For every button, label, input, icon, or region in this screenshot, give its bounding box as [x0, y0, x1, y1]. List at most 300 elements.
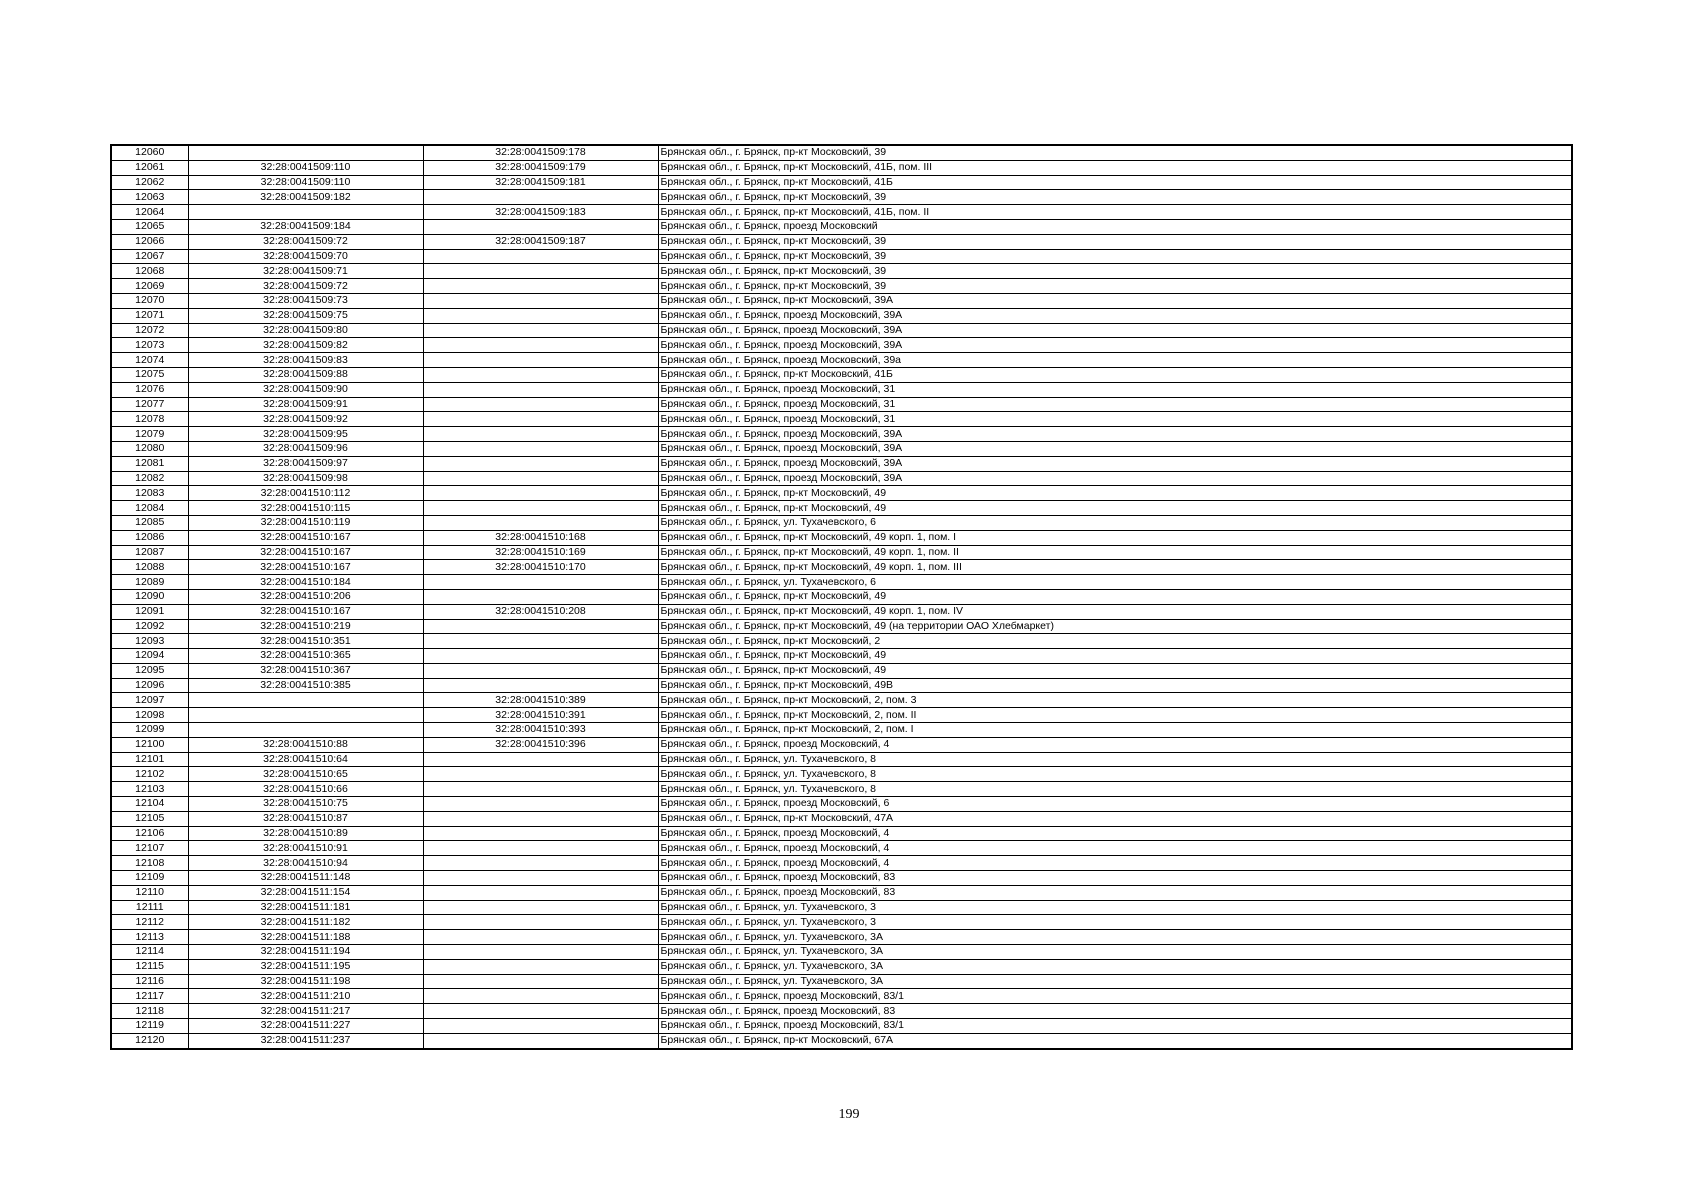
- row-number-cell: 12111: [111, 900, 188, 915]
- cadastral-number-cell: 32:28:0041509:73: [188, 293, 423, 308]
- address-cell: Брянская обл., г. Брянск, пр-кт Московский, 49 (на территории ОАО Хлебмаркет): [658, 619, 1572, 634]
- cadastral-number-cell: 32:28:0041510:88: [188, 737, 423, 752]
- table-row: [111, 367, 1572, 382]
- row-number-cell: 12080: [111, 441, 188, 456]
- row-number-cell: 12073: [111, 338, 188, 353]
- table-row: [111, 412, 1572, 427]
- cadastral-number-cell: [188, 708, 423, 723]
- row-number-cell: 12101: [111, 752, 188, 767]
- cadastral-number-cell: 32:28:0041510:385: [188, 678, 423, 693]
- object-cadastral-number-cell: [423, 589, 658, 604]
- object-cadastral-number-cell: 32:28:0041510:170: [423, 560, 658, 575]
- object-cadastral-number-cell: [423, 1004, 658, 1019]
- row-number-cell: 12070: [111, 293, 188, 308]
- object-cadastral-number-cell: [423, 826, 658, 841]
- row-number-cell: 12093: [111, 634, 188, 649]
- row-number-cell: 12082: [111, 471, 188, 486]
- address-cell: Брянская обл., г. Брянск, проезд Московский, 83: [658, 885, 1572, 900]
- object-cadastral-number-cell: [423, 900, 658, 915]
- cadastral-number-cell: [188, 723, 423, 738]
- object-cadastral-number-cell: [423, 427, 658, 442]
- address-cell: Брянская обл., г. Брянск, проезд Московский, 39А: [658, 308, 1572, 323]
- row-number-cell: 12084: [111, 501, 188, 516]
- cadastral-number-cell: 32:28:0041511:181: [188, 900, 423, 915]
- row-number-cell: 12100: [111, 737, 188, 752]
- table-row: [111, 145, 1572, 160]
- object-cadastral-number-cell: 32:28:0041510:391: [423, 708, 658, 723]
- cadastral-number-cell: [188, 205, 423, 220]
- row-number-cell: 12090: [111, 589, 188, 604]
- cadastral-number-cell: 32:28:0041509:70: [188, 249, 423, 264]
- table-row: [111, 338, 1572, 353]
- row-number-cell: 12113: [111, 930, 188, 945]
- row-number-cell: 12066: [111, 234, 188, 249]
- row-number-cell: 12086: [111, 530, 188, 545]
- address-cell: Брянская обл., г. Брянск, пр-кт Московский, 49 корп. 1, пом. III: [658, 560, 1572, 575]
- address-cell: Брянская обл., г. Брянск, проезд Московский, 39А: [658, 456, 1572, 471]
- cadastral-number-cell: 32:28:0041510:184: [188, 575, 423, 590]
- cadastral-number-cell: 32:28:0041510:64: [188, 752, 423, 767]
- object-cadastral-number-cell: [423, 841, 658, 856]
- object-cadastral-number-cell: [423, 930, 658, 945]
- object-cadastral-number-cell: 32:28:0041510:208: [423, 604, 658, 619]
- address-cell: Брянская обл., г. Брянск, проезд Московский, 4: [658, 737, 1572, 752]
- row-number-cell: 12096: [111, 678, 188, 693]
- row-number-cell: 12064: [111, 205, 188, 220]
- table-row: [111, 1033, 1572, 1048]
- table-row: [111, 930, 1572, 945]
- address-cell: Брянская обл., г. Брянск, пр-кт Московский, 39А: [658, 293, 1572, 308]
- object-cadastral-number-cell: [423, 308, 658, 323]
- address-cell: Брянская обл., г. Брянск, пр-кт Московский, 2: [658, 634, 1572, 649]
- address-cell: Брянская обл., г. Брянск, ул. Тухачевского, 3А: [658, 959, 1572, 974]
- row-number-cell: 12071: [111, 308, 188, 323]
- row-number-cell: 12112: [111, 915, 188, 930]
- row-number-cell: 12095: [111, 663, 188, 678]
- table-row: [111, 767, 1572, 782]
- address-cell: Брянская обл., г. Брянск, пр-кт Московский, 39: [658, 234, 1572, 249]
- cadastral-number-cell: 32:28:0041511:198: [188, 974, 423, 989]
- row-number-cell: 12110: [111, 885, 188, 900]
- object-cadastral-number-cell: 32:28:0041509:181: [423, 175, 658, 190]
- cadastral-number-cell: 32:28:0041509:75: [188, 308, 423, 323]
- cadastral-number-cell: 32:28:0041509:71: [188, 264, 423, 279]
- address-cell: Брянская обл., г. Брянск, пр-кт Московский, 67А: [658, 1033, 1572, 1048]
- cadastral-number-cell: 32:28:0041511:217: [188, 1004, 423, 1019]
- address-cell: Брянская обл., г. Брянск, пр-кт Московский, 49 корп. 1, пом. IV: [658, 604, 1572, 619]
- table-body: [111, 145, 1572, 1049]
- cadastral-number-cell: 32:28:0041511:227: [188, 1019, 423, 1034]
- row-number-cell: 12108: [111, 856, 188, 871]
- address-cell: Брянская обл., г. Брянск, проезд Московский, 39А: [658, 471, 1572, 486]
- cadastral-number-cell: 32:28:0041510:365: [188, 649, 423, 664]
- object-cadastral-number-cell: [423, 412, 658, 427]
- cadastral-number-cell: 32:28:0041509:80: [188, 323, 423, 338]
- object-cadastral-number-cell: [423, 649, 658, 664]
- object-cadastral-number-cell: [423, 353, 658, 368]
- row-number-cell: 12067: [111, 249, 188, 264]
- object-cadastral-number-cell: 32:28:0041510:396: [423, 737, 658, 752]
- table-row: [111, 841, 1572, 856]
- cadastral-number-cell: 32:28:0041509:184: [188, 219, 423, 234]
- table-row: [111, 308, 1572, 323]
- row-number-cell: 12083: [111, 486, 188, 501]
- table-row: [111, 545, 1572, 560]
- cadastral-number-cell: 32:28:0041509:92: [188, 412, 423, 427]
- object-cadastral-number-cell: [423, 323, 658, 338]
- cadastral-number-cell: 32:28:0041509:83: [188, 353, 423, 368]
- row-number-cell: 12063: [111, 190, 188, 205]
- table-row: [111, 1004, 1572, 1019]
- address-cell: Брянская обл., г. Брянск, пр-кт Московский, 39: [658, 279, 1572, 294]
- page-number: 199: [838, 1107, 860, 1122]
- cadastral-number-cell: 32:28:0041511:210: [188, 989, 423, 1004]
- cadastral-number-cell: 32:28:0041509:110: [188, 160, 423, 175]
- address-cell: Брянская обл., г. Брянск, проезд Московский, 83/1: [658, 989, 1572, 1004]
- address-cell: Брянская обл., г. Брянск, пр-кт Московский, 49: [658, 589, 1572, 604]
- address-cell: Брянская обл., г. Брянск, ул. Тухачевского, 8: [658, 782, 1572, 797]
- object-cadastral-number-cell: 32:28:0041509:179: [423, 160, 658, 175]
- row-number-cell: 12062: [111, 175, 188, 190]
- cadastral-number-cell: 32:28:0041509:88: [188, 367, 423, 382]
- table-row: [111, 1019, 1572, 1034]
- row-number-cell: 12076: [111, 382, 188, 397]
- cadastral-number-cell: 32:28:0041510:351: [188, 634, 423, 649]
- table-row: [111, 589, 1572, 604]
- table-row: [111, 708, 1572, 723]
- row-number-cell: 12074: [111, 353, 188, 368]
- row-number-cell: 12060: [111, 145, 188, 160]
- cadastral-number-cell: 32:28:0041509:72: [188, 279, 423, 294]
- table-row: [111, 974, 1572, 989]
- address-cell: Брянская обл., г. Брянск, проезд Московский, 39а: [658, 353, 1572, 368]
- object-cadastral-number-cell: [423, 856, 658, 871]
- address-cell: Брянская обл., г. Брянск, проезд Московский, 39А: [658, 338, 1572, 353]
- object-cadastral-number-cell: [423, 515, 658, 530]
- address-cell: Брянская обл., г. Брянск, пр-кт Московский, 41Б: [658, 367, 1572, 382]
- cadastral-number-cell: 32:28:0041509:91: [188, 397, 423, 412]
- cadastral-number-cell: 32:28:0041511:188: [188, 930, 423, 945]
- table-row: [111, 723, 1572, 738]
- row-number-cell: 12085: [111, 515, 188, 530]
- address-cell: Брянская обл., г. Брянск, пр-кт Московский, 49: [658, 649, 1572, 664]
- address-cell: Брянская обл., г. Брянск, пр-кт Московский, 49: [658, 663, 1572, 678]
- row-number-cell: 12069: [111, 279, 188, 294]
- table-row: [111, 604, 1572, 619]
- table-row: [111, 693, 1572, 708]
- row-number-cell: 12079: [111, 427, 188, 442]
- table-row: [111, 323, 1572, 338]
- row-number-cell: 12088: [111, 560, 188, 575]
- address-cell: Брянская обл., г. Брянск, пр-кт Московский, 2, пом. I: [658, 723, 1572, 738]
- object-cadastral-number-cell: [423, 959, 658, 974]
- table-row: [111, 915, 1572, 930]
- row-number-cell: 12087: [111, 545, 188, 560]
- object-cadastral-number-cell: [423, 190, 658, 205]
- object-cadastral-number-cell: [423, 678, 658, 693]
- object-cadastral-number-cell: [423, 486, 658, 501]
- object-cadastral-number-cell: [423, 279, 658, 294]
- table-row: [111, 871, 1572, 886]
- table-row: [111, 649, 1572, 664]
- row-number-cell: 12091: [111, 604, 188, 619]
- object-cadastral-number-cell: [423, 575, 658, 590]
- object-cadastral-number-cell: 32:28:0041509:178: [423, 145, 658, 160]
- address-cell: Брянская обл., г. Брянск, пр-кт Московский, 39: [658, 249, 1572, 264]
- address-cell: Брянская обл., г. Брянск, пр-кт Московский, 39: [658, 264, 1572, 279]
- cadastral-number-cell: 32:28:0041510:75: [188, 797, 423, 812]
- object-cadastral-number-cell: [423, 634, 658, 649]
- object-cadastral-number-cell: [423, 797, 658, 812]
- object-cadastral-number-cell: [423, 1019, 658, 1034]
- table-row: [111, 441, 1572, 456]
- cadastral-number-cell: 32:28:0041510:89: [188, 826, 423, 841]
- row-number-cell: 12118: [111, 1004, 188, 1019]
- row-number-cell: 12099: [111, 723, 188, 738]
- row-number-cell: 12092: [111, 619, 188, 634]
- address-cell: Брянская обл., г. Брянск, ул. Тухачевского, 8: [658, 752, 1572, 767]
- object-cadastral-number-cell: [423, 264, 658, 279]
- row-number-cell: 12119: [111, 1019, 188, 1034]
- row-number-cell: 12117: [111, 989, 188, 1004]
- address-cell: Брянская обл., г. Брянск, пр-кт Московский, 49 корп. 1, пом. II: [658, 545, 1572, 560]
- address-cell: Брянская обл., г. Брянск, пр-кт Московский, 2, пом. 3: [658, 693, 1572, 708]
- address-cell: Брянская обл., г. Брянск, ул. Тухачевского, 3А: [658, 930, 1572, 945]
- cadastral-number-cell: [188, 145, 423, 160]
- table-row: [111, 959, 1572, 974]
- cadastral-number-cell: 32:28:0041509:97: [188, 456, 423, 471]
- object-cadastral-number-cell: [423, 367, 658, 382]
- object-cadastral-number-cell: 32:28:0041509:187: [423, 234, 658, 249]
- address-cell: Брянская обл., г. Брянск, проезд Московский, 39А: [658, 427, 1572, 442]
- address-cell: Брянская обл., г. Брянск, проезд Московский, 31: [658, 382, 1572, 397]
- table-row: [111, 219, 1572, 234]
- address-cell: Брянская обл., г. Брянск, ул. Тухачевского, 3: [658, 915, 1572, 930]
- table-row: [111, 190, 1572, 205]
- row-number-cell: 12077: [111, 397, 188, 412]
- object-cadastral-number-cell: [423, 767, 658, 782]
- table-row: [111, 826, 1572, 841]
- table-row: [111, 856, 1572, 871]
- cadastral-number-cell: 32:28:0041509:82: [188, 338, 423, 353]
- address-cell: Брянская обл., г. Брянск, проезд Московский, 39А: [658, 323, 1572, 338]
- cadastral-number-cell: 32:28:0041510:115: [188, 501, 423, 516]
- address-cell: Брянская обл., г. Брянск, проезд Московский, 31: [658, 397, 1572, 412]
- cadastral-number-cell: 32:28:0041510:66: [188, 782, 423, 797]
- table-row: [111, 634, 1572, 649]
- row-number-cell: 12104: [111, 797, 188, 812]
- row-number-cell: 12061: [111, 160, 188, 175]
- address-cell: Брянская обл., г. Брянск, пр-кт Московский, 49 корп. 1, пом. I: [658, 530, 1572, 545]
- table-row: [111, 234, 1572, 249]
- row-number-cell: 12098: [111, 708, 188, 723]
- cadastral-registry-table: [110, 144, 1573, 1050]
- row-number-cell: 12106: [111, 826, 188, 841]
- table-row: [111, 205, 1572, 220]
- cadastral-number-cell: 32:28:0041510:167: [188, 530, 423, 545]
- cadastral-number-cell: 32:28:0041510:167: [188, 560, 423, 575]
- table-row: [111, 160, 1572, 175]
- object-cadastral-number-cell: 32:28:0041510:393: [423, 723, 658, 738]
- cadastral-number-cell: 32:28:0041511:182: [188, 915, 423, 930]
- address-cell: Брянская обл., г. Брянск, проезд Московский, 31: [658, 412, 1572, 427]
- row-number-cell: 12102: [111, 767, 188, 782]
- object-cadastral-number-cell: [423, 945, 658, 960]
- object-cadastral-number-cell: [423, 915, 658, 930]
- table-row: [111, 737, 1572, 752]
- cadastral-number-cell: 32:28:0041511:194: [188, 945, 423, 960]
- cadastral-number-cell: 32:28:0041511:195: [188, 959, 423, 974]
- table-row: [111, 249, 1572, 264]
- cadastral-number-cell: 32:28:0041509:95: [188, 427, 423, 442]
- table-row: [111, 619, 1572, 634]
- row-number-cell: 12120: [111, 1033, 188, 1048]
- row-number-cell: 12107: [111, 841, 188, 856]
- row-number-cell: 12114: [111, 945, 188, 960]
- row-number-cell: 12065: [111, 219, 188, 234]
- cadastral-number-cell: 32:28:0041509:96: [188, 441, 423, 456]
- address-cell: Брянская обл., г. Брянск, пр-кт Московский, 2, пом. II: [658, 708, 1572, 723]
- object-cadastral-number-cell: [423, 338, 658, 353]
- table-row: [111, 382, 1572, 397]
- object-cadastral-number-cell: [423, 382, 658, 397]
- row-number-cell: 12094: [111, 649, 188, 664]
- table-row: [111, 900, 1572, 915]
- address-cell: Брянская обл., г. Брянск, проезд Московский, 83/1: [658, 1019, 1572, 1034]
- cadastral-number-cell: 32:28:0041511:237: [188, 1033, 423, 1048]
- table-row: [111, 560, 1572, 575]
- table-row: [111, 397, 1572, 412]
- row-number-cell: 12105: [111, 811, 188, 826]
- cadastral-number-cell: 32:28:0041511:148: [188, 871, 423, 886]
- table-row: [111, 264, 1572, 279]
- address-cell: Брянская обл., г. Брянск, проезд Московский, 83: [658, 871, 1572, 886]
- row-number-cell: 12075: [111, 367, 188, 382]
- table-row: [111, 885, 1572, 900]
- object-cadastral-number-cell: [423, 663, 658, 678]
- object-cadastral-number-cell: [423, 293, 658, 308]
- object-cadastral-number-cell: 32:28:0041509:183: [423, 205, 658, 220]
- cadastral-number-cell: 32:28:0041510:87: [188, 811, 423, 826]
- address-cell: Брянская обл., г. Брянск, пр-кт Московский, 39: [658, 190, 1572, 205]
- address-cell: Брянская обл., г. Брянск, проезд Московский, 4: [658, 841, 1572, 856]
- object-cadastral-number-cell: [423, 441, 658, 456]
- table-row: [111, 293, 1572, 308]
- cadastral-number-cell: 32:28:0041510:94: [188, 856, 423, 871]
- table-row: [111, 811, 1572, 826]
- table-row: [111, 486, 1572, 501]
- object-cadastral-number-cell: [423, 811, 658, 826]
- row-number-cell: 12103: [111, 782, 188, 797]
- table-row: [111, 663, 1572, 678]
- cadastral-number-cell: 32:28:0041510:119: [188, 515, 423, 530]
- cadastral-number-cell: 32:28:0041510:65: [188, 767, 423, 782]
- address-cell: Брянская обл., г. Брянск, проезд Московский, 6: [658, 797, 1572, 812]
- cadastral-number-cell: 32:28:0041511:154: [188, 885, 423, 900]
- address-cell: Брянская обл., г. Брянск, пр-кт Московский, 49В: [658, 678, 1572, 693]
- object-cadastral-number-cell: [423, 456, 658, 471]
- table-row: [111, 471, 1572, 486]
- address-cell: Брянская обл., г. Брянск, проезд Московский, 83: [658, 1004, 1572, 1019]
- object-cadastral-number-cell: [423, 219, 658, 234]
- cadastral-number-cell: [188, 693, 423, 708]
- cadastral-number-cell: 32:28:0041509:72: [188, 234, 423, 249]
- table-row: [111, 175, 1572, 190]
- address-cell: Брянская обл., г. Брянск, ул. Тухачевского, 6: [658, 575, 1572, 590]
- object-cadastral-number-cell: [423, 782, 658, 797]
- object-cadastral-number-cell: [423, 249, 658, 264]
- cadastral-number-cell: 32:28:0041509:110: [188, 175, 423, 190]
- row-number-cell: 12072: [111, 323, 188, 338]
- row-number-cell: 12068: [111, 264, 188, 279]
- address-cell: Брянская обл., г. Брянск, проезд Московский, 4: [658, 826, 1572, 841]
- table-row: [111, 575, 1572, 590]
- cadastral-number-cell: 32:28:0041510:206: [188, 589, 423, 604]
- cadastral-number-cell: 32:28:0041510:219: [188, 619, 423, 634]
- object-cadastral-number-cell: 32:28:0041510:389: [423, 693, 658, 708]
- address-cell: Брянская обл., г. Брянск, ул. Тухачевского, 6: [658, 515, 1572, 530]
- object-cadastral-number-cell: 32:28:0041510:168: [423, 530, 658, 545]
- address-cell: Брянская обл., г. Брянск, пр-кт Московский, 41Б, пом. III: [658, 160, 1572, 175]
- cadastral-number-cell: 32:28:0041509:90: [188, 382, 423, 397]
- address-cell: Брянская обл., г. Брянск, проезд Московский, 39А: [658, 441, 1572, 456]
- cadastral-number-cell: 32:28:0041509:98: [188, 471, 423, 486]
- table-row: [111, 279, 1572, 294]
- table-row: [111, 945, 1572, 960]
- cadastral-number-cell: 32:28:0041510:367: [188, 663, 423, 678]
- table-row: [111, 752, 1572, 767]
- address-cell: Брянская обл., г. Брянск, пр-кт Московский, 47А: [658, 811, 1572, 826]
- object-cadastral-number-cell: [423, 501, 658, 516]
- object-cadastral-number-cell: [423, 989, 658, 1004]
- table-row: [111, 427, 1572, 442]
- object-cadastral-number-cell: [423, 885, 658, 900]
- address-cell: Брянская обл., г. Брянск, проезд Московский, 4: [658, 856, 1572, 871]
- address-cell: Брянская обл., г. Брянск, пр-кт Московский, 41Б: [658, 175, 1572, 190]
- row-number-cell: 12116: [111, 974, 188, 989]
- object-cadastral-number-cell: [423, 752, 658, 767]
- cadastral-number-cell: 32:28:0041510:112: [188, 486, 423, 501]
- address-cell: Брянская обл., г. Брянск, ул. Тухачевского, 3А: [658, 945, 1572, 960]
- cadastral-number-cell: 32:28:0041510:167: [188, 604, 423, 619]
- row-number-cell: 12109: [111, 871, 188, 886]
- cadastral-number-cell: 32:28:0041509:182: [188, 190, 423, 205]
- address-cell: Брянская обл., г. Брянск, проезд Московский: [658, 219, 1572, 234]
- table-row: [111, 501, 1572, 516]
- address-cell: Брянская обл., г. Брянск, пр-кт Московский, 41Б, пом. II: [658, 205, 1572, 220]
- table-row: [111, 782, 1572, 797]
- object-cadastral-number-cell: 32:28:0041510:169: [423, 545, 658, 560]
- row-number-cell: 12115: [111, 959, 188, 974]
- object-cadastral-number-cell: [423, 871, 658, 886]
- table-row: [111, 678, 1572, 693]
- address-cell: Брянская обл., г. Брянск, пр-кт Московский, 49: [658, 486, 1572, 501]
- cadastral-number-cell: 32:28:0041510:167: [188, 545, 423, 560]
- address-cell: Брянская обл., г. Брянск, ул. Тухачевского, 8: [658, 767, 1572, 782]
- address-cell: Брянская обл., г. Брянск, пр-кт Московский, 49: [658, 501, 1572, 516]
- table-row: [111, 456, 1572, 471]
- address-cell: Брянская обл., г. Брянск, пр-кт Московский, 39: [658, 145, 1572, 160]
- row-number-cell: 12097: [111, 693, 188, 708]
- table-row: [111, 530, 1572, 545]
- object-cadastral-number-cell: [423, 471, 658, 486]
- row-number-cell: 12089: [111, 575, 188, 590]
- table-row: [111, 515, 1572, 530]
- object-cadastral-number-cell: [423, 397, 658, 412]
- table-row: [111, 353, 1572, 368]
- object-cadastral-number-cell: [423, 619, 658, 634]
- object-cadastral-number-cell: [423, 1033, 658, 1048]
